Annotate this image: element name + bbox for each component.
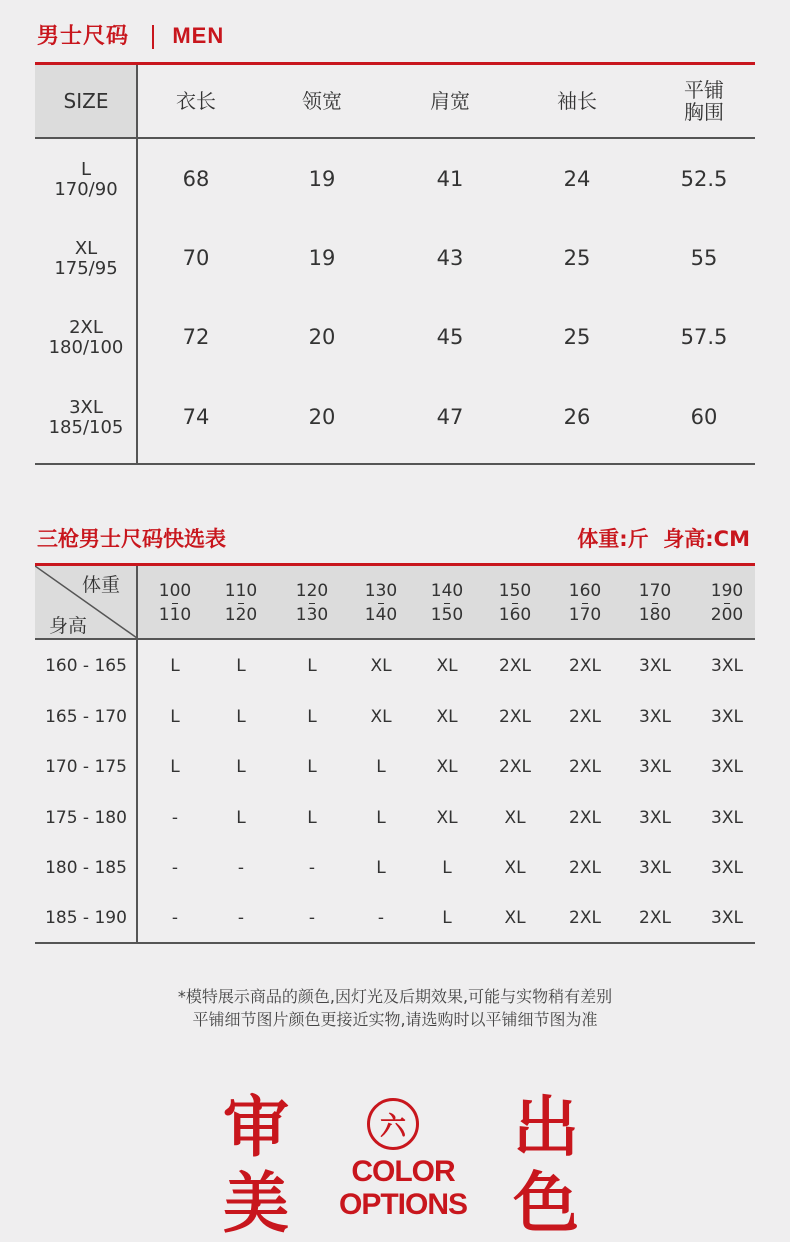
size-recommendation-cell: - — [171, 907, 179, 928]
men-header-size: SIZE — [63, 89, 109, 113]
men-size-cell — [35, 308, 137, 368]
size-recommendation-cell: L — [376, 756, 386, 777]
weight-range-to: 140 — [364, 604, 398, 625]
size-recommendation-cell: L — [170, 706, 180, 727]
men-size-cell — [35, 388, 137, 448]
men-header-col: 袖长 — [557, 89, 597, 113]
men-table-bottom-rule — [35, 463, 755, 465]
men-value-cell: 20 — [308, 325, 336, 350]
weight-range-header — [347, 572, 415, 634]
men-title-en: MEN — [172, 23, 225, 48]
height-range-cell: 180 - 185 — [45, 857, 127, 878]
men-header-col: 衣长 — [176, 89, 216, 113]
size-recommendation-cell: XL — [504, 807, 526, 828]
size-recommendation-cell: 3XL — [711, 655, 743, 676]
men-size-label: 3XL — [69, 397, 103, 419]
banner-left-char-2: 美 — [223, 1164, 289, 1242]
size-recommendation-cell: - — [171, 807, 179, 828]
weight-range-from: 120 — [295, 580, 329, 601]
weight-range-header — [207, 572, 275, 634]
weight-range-to: 130 — [295, 604, 329, 625]
weight-range-to: 180 — [638, 604, 672, 625]
height-range-cell: 160 - 165 — [45, 655, 127, 676]
weight-range-from: 150 — [498, 580, 532, 601]
size-recommendation-cell: 3XL — [639, 655, 671, 676]
men-value-cell: 24 — [563, 167, 591, 192]
men-value-cell: 43 — [436, 246, 464, 271]
weight-range-to: 150 — [430, 604, 464, 625]
size-recommendation-cell: XL — [504, 907, 526, 928]
size-recommendation-cell: L — [307, 706, 317, 727]
size-recommendation-cell: L — [170, 756, 180, 777]
men-value-cell: 68 — [182, 167, 210, 192]
size-recommendation-cell: 2XL — [569, 756, 601, 777]
size-recommendation-cell: - — [308, 907, 316, 928]
size-recommendation-cell: - — [237, 907, 245, 928]
weight-range-dash — [652, 603, 658, 604]
quick-table-title: 三枪男士尺码快选表 — [37, 527, 226, 551]
size-recommendation-cell: L — [376, 857, 386, 878]
quick-table-unit-note: 体重:斤 身高:CM — [577, 527, 750, 551]
men-value-cell: 47 — [436, 405, 464, 430]
size-recommendation-cell: L — [236, 655, 246, 676]
disclaimer-line-1: *模特展示商品的颜色,因灯光及后期效果,可能与实物稍有差别 — [177, 987, 613, 1006]
size-recommendation-cell: L — [442, 857, 452, 878]
size-recommendation-cell: L — [307, 807, 317, 828]
men-title — [37, 19, 224, 50]
size-recommendation-cell: 3XL — [711, 756, 743, 777]
height-range-cell: 170 - 175 — [45, 756, 127, 777]
size-recommendation-cell: 3XL — [639, 807, 671, 828]
men-value-cell: 70 — [182, 246, 210, 271]
weight-range-from: 110 — [224, 580, 258, 601]
size-recommendation-cell: 3XL — [639, 706, 671, 727]
size-recommendation-cell: L — [236, 756, 246, 777]
men-header-bottom-rule — [35, 137, 755, 139]
banner-right-char-1: 出 — [513, 1088, 579, 1166]
weight-range-dash — [444, 603, 450, 604]
size-recommendation-cell: 2XL — [499, 756, 531, 777]
height-range-cell: 175 - 180 — [45, 807, 127, 828]
size-recommendation-cell: - — [308, 857, 316, 878]
weight-range-to: 120 — [224, 604, 258, 625]
men-header-col: 领宽 — [302, 89, 342, 113]
size-recommendation-cell: XL — [436, 756, 458, 777]
quick-table-bottom-rule — [35, 942, 755, 944]
weight-range-header — [693, 572, 761, 634]
men-size-label: XL — [74, 238, 98, 260]
weight-range-header — [481, 572, 549, 634]
weight-range-dash — [378, 603, 384, 604]
size-recommendation-cell: 3XL — [639, 857, 671, 878]
size-recommendation-cell: XL — [436, 655, 458, 676]
men-header-col: 肩宽 — [430, 89, 470, 113]
weight-range-header — [413, 572, 481, 634]
men-value-cell: 41 — [436, 167, 464, 192]
size-recommendation-cell: 3XL — [711, 907, 743, 928]
size-recommendation-cell: 2XL — [569, 807, 601, 828]
weight-range-header — [551, 572, 619, 634]
banner-badge-char: 六 — [379, 1111, 406, 1142]
size-recommendation-cell: XL — [504, 857, 526, 878]
size-recommendation-cell: L — [236, 706, 246, 727]
size-recommendation-cell: XL — [370, 706, 392, 727]
height-range-cell: 165 - 170 — [45, 706, 127, 727]
banner-badge — [367, 1098, 419, 1150]
men-value-cell: 20 — [308, 405, 336, 430]
weight-range-to: 110 — [158, 604, 192, 625]
men-value-cell: 60 — [690, 405, 718, 430]
size-recommendation-cell: 3XL — [711, 807, 743, 828]
weight-range-from: 140 — [430, 580, 464, 601]
size-recommendation-cell: 2XL — [499, 655, 531, 676]
banner-options-text: OPTIONS — [338, 1188, 467, 1221]
men-value-cell: 25 — [563, 325, 591, 350]
size-recommendation-cell: 3XL — [711, 706, 743, 727]
disclaimer-line-2: 平铺细节图片颜色更接近实物,请选购时以平铺细节图为准 — [192, 1010, 598, 1029]
weight-range-dash — [512, 603, 518, 604]
size-recommendation-cell: L — [170, 655, 180, 676]
size-recommendation-cell: - — [171, 857, 179, 878]
men-size-height: 175/95 — [54, 258, 118, 279]
size-recommendation-cell: - — [237, 857, 245, 878]
weight-range-dash — [238, 603, 244, 604]
weight-range-to: 200 — [710, 604, 744, 625]
size-recommendation-cell: XL — [436, 706, 458, 727]
weight-range-header — [278, 572, 346, 634]
size-recommendation-cell: 2XL — [499, 706, 531, 727]
title-divider — [152, 25, 154, 49]
weight-range-dash — [582, 603, 588, 604]
size-recommendation-cell: 2XL — [569, 907, 601, 928]
size-recommendation-cell: - — [377, 907, 385, 928]
men-value-cell: 74 — [182, 405, 210, 430]
size-recommendation-cell: 2XL — [569, 857, 601, 878]
weight-range-from: 100 — [158, 580, 192, 601]
men-value-cell: 57.5 — [680, 325, 728, 350]
banner-left-char-1: 审 — [223, 1088, 289, 1166]
men-value-cell: 72 — [182, 325, 210, 350]
size-recommendation-cell: L — [442, 907, 452, 928]
men-size-cell — [35, 150, 137, 210]
corner-height-label: 身高 — [49, 615, 88, 637]
weight-range-from: 190 — [710, 580, 744, 601]
size-recommendation-cell: 2XL — [569, 706, 601, 727]
size-recommendation-cell: 3XL — [639, 756, 671, 777]
men-value-cell: 55 — [690, 246, 718, 271]
weight-range-dash — [309, 603, 315, 604]
weight-range-from: 130 — [364, 580, 398, 601]
height-range-cell: 185 - 190 — [45, 907, 127, 928]
weight-range-dash — [724, 603, 730, 604]
men-size-height: 170/90 — [54, 179, 118, 200]
men-value-cell: 52.5 — [680, 167, 728, 192]
men-size-height: 185/105 — [48, 417, 124, 438]
men-size-height: 180/100 — [48, 337, 124, 358]
men-header-col: 平铺 胸围 — [684, 78, 724, 124]
men-value-cell: 19 — [308, 167, 336, 192]
banner-color-text: COLOR — [351, 1155, 455, 1188]
banner-right-char-2: 色 — [513, 1164, 579, 1242]
weight-range-header — [621, 572, 689, 634]
men-value-cell: 25 — [563, 246, 591, 271]
men-size-label: L — [80, 159, 92, 181]
men-value-cell: 19 — [308, 246, 336, 271]
size-recommendation-cell: XL — [370, 655, 392, 676]
size-recommendation-cell: L — [236, 807, 246, 828]
size-recommendation-cell: 2XL — [569, 655, 601, 676]
men-size-cell — [35, 229, 137, 289]
size-recommendation-cell: L — [307, 756, 317, 777]
weight-range-header — [141, 572, 209, 634]
weight-range-from: 170 — [638, 580, 672, 601]
size-recommendation-cell: L — [307, 655, 317, 676]
men-title-cn: 男士尺码 — [37, 24, 130, 49]
weight-range-dash — [172, 603, 178, 604]
quick-header-bottom-rule — [35, 638, 755, 640]
size-recommendation-cell: L — [376, 807, 386, 828]
men-value-cell: 26 — [563, 405, 591, 430]
men-size-label: 2XL — [69, 317, 103, 339]
men-value-cell: 45 — [436, 325, 464, 350]
corner-weight-label: 体重 — [82, 574, 121, 596]
size-recommendation-cell: 3XL — [711, 857, 743, 878]
size-recommendation-cell: XL — [436, 807, 458, 828]
weight-range-from: 160 — [568, 580, 602, 601]
weight-range-to: 170 — [568, 604, 602, 625]
size-recommendation-cell: 2XL — [639, 907, 671, 928]
weight-range-to: 160 — [498, 604, 532, 625]
